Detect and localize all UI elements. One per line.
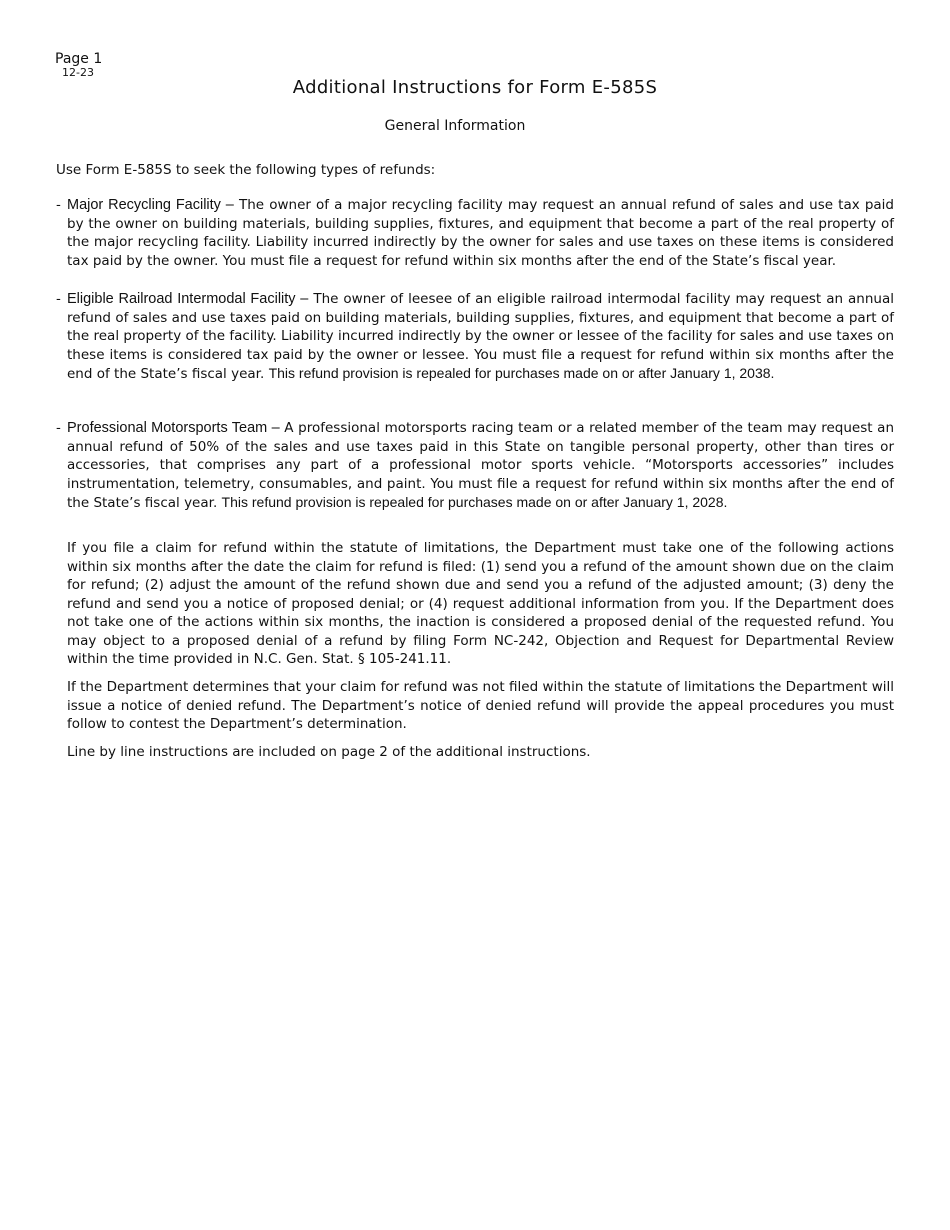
refund-type-railroad-intermodal xyxy=(56,290,894,384)
page-number: Page 1 xyxy=(55,51,103,67)
denied-refund-paragraph: If the Department determines that your claim for refund was not filed within the statute of limitations the Department will issue a notice of denied refund. The Department’s notice of denied refund will provide the appeal procedures you must follow to contest the Department’s determination. xyxy=(67,679,894,732)
refund-type-description: The owner of a major recycling facility may request an annual refund of sales and use tax paid by the owner on building materials, building supplies, fixtures, and equipment that become a part of the real property of the major recycling facility. Liability incurred indirectly by the owner for sales and use taxes on these items is considered tax paid by the owner. You must file a request for refund within six months after the end of the State’s fiscal year. xyxy=(67,197,894,269)
refund-type-name: Eligible Railroad Intermodal Facility – xyxy=(67,291,309,307)
list-bullet: - xyxy=(56,197,61,213)
refund-type-name: Professional Motorsports Team – xyxy=(67,420,280,436)
repeal-notice: This refund provision is repealed for purchases made on or after January 1, 2038. xyxy=(268,365,775,381)
claim-processing-paragraph: If you file a claim for refund within the statute of limitations, the Department must take one of the following actions within six months after the date the claim for refund is filed: (1) send you a refund of the amount shown due on the claim for refund; (2) adjust the amount of the refund shown due and send you a refund of the adjusted amount; (3) deny the refund and send you a notice of proposed denial; or (4) request additional information from you. If the Department does not take one of the actions within six months, the inaction is considered a proposed denial of the requested refund. You may object to a proposed denial of a refund by filing Form NC-242, Objection and Request for Departmental Review within the time provided in N.C. Gen. Stat. § 105-241.11. xyxy=(67,540,894,667)
refund-type-description: A professional motorsports racing team or a related member of the team may request an annual refund of 50% of the sales and use taxes paid in this State on tangible personal property, other than tires or accessories, that comprises any part of a professional motor sports vehicle. “Motorsports accessories” includes instrumentation, telemetry, consumables, and paint. You must file a request for refund within six months after the end of the State’s fiscal year. xyxy=(67,420,894,511)
refund-type-description: The owner of leesee of an eligible railroad intermodal facility may request an annual refund of sales and use taxes paid on building materials, building supplies, fixtures, and equipment that become a part of the real property of the facility. Liability incurred indirectly by the owner or lessee of the facility for sales and use taxes on these items is considered tax paid by the owner or lessee. You must file a request for refund within six months after the end of the State’s fiscal year. xyxy=(67,291,894,382)
list-bullet: - xyxy=(56,291,61,307)
refund-type-major-recycling xyxy=(56,196,894,270)
revision-date: 12-23 xyxy=(62,66,94,79)
refund-type-motorsports-team xyxy=(56,419,894,513)
document-title: Additional Instructions for Form E-585S xyxy=(292,77,658,98)
refund-type-name: Major Recycling Facility – xyxy=(67,197,234,213)
repeal-notice: This refund provision is repealed for purchases made on or after January 1, 2028. xyxy=(221,494,728,510)
list-bullet: - xyxy=(56,420,61,436)
section-title: General Information xyxy=(384,118,526,134)
line-instructions-note: Line by line instructions are included on page 2 of the additional instructions. xyxy=(67,744,591,760)
intro-text: Use Form E-585S to seek the following types of refunds: xyxy=(56,162,436,178)
